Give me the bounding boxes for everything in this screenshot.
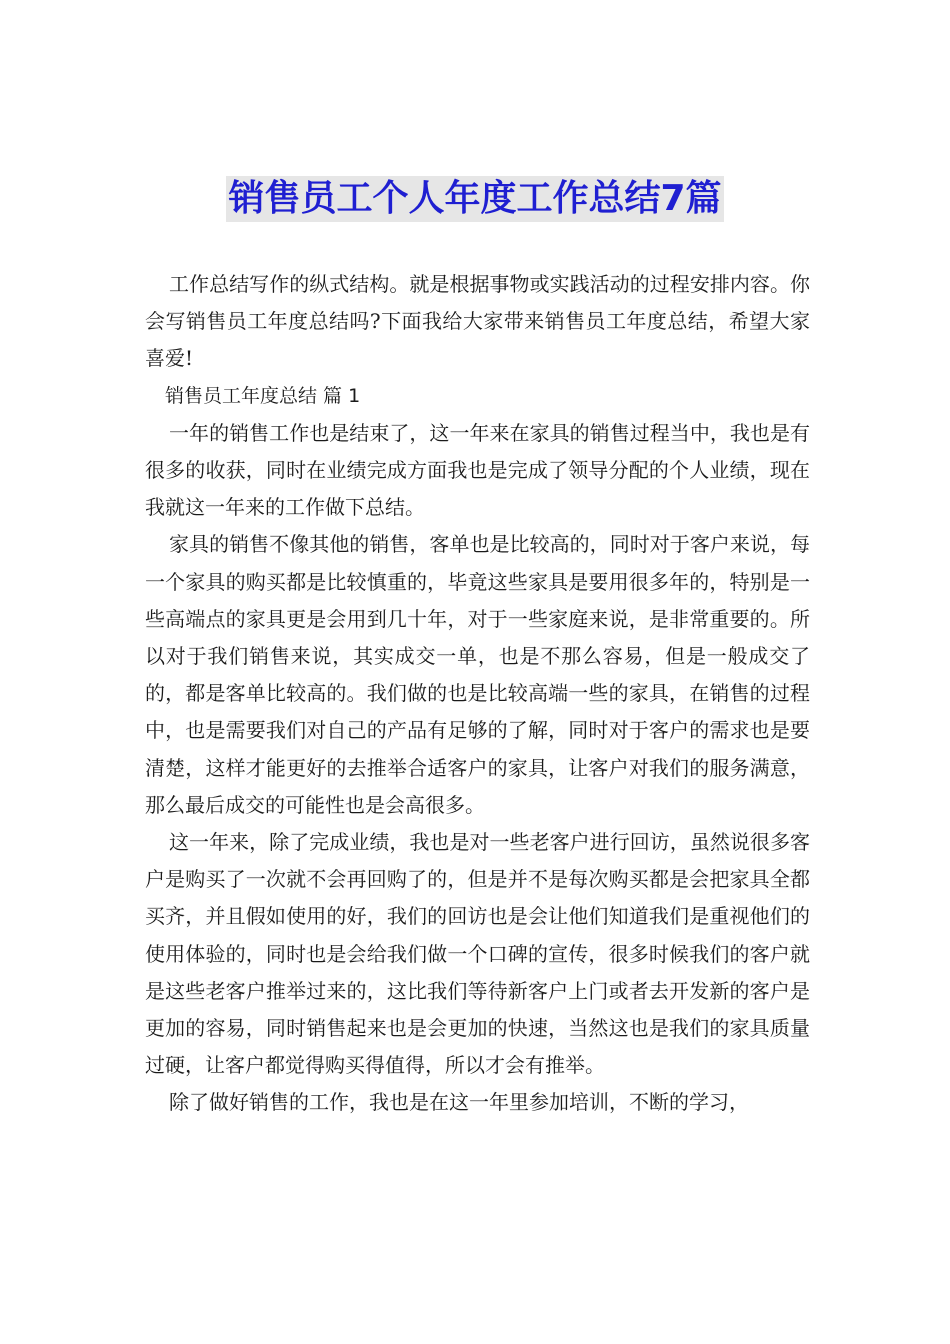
body-paragraph: 除了做好销售的工作，我也是在这一年里参加培训，不断的学习， [169,1090,749,1115]
body-paragraph: 家具的销售不像其他的销售，客单也是比较高的，同时对于客户来说，每一个家具的购买都是比较慎重的，毕竟这些家具是要用很多年的，特别是一些高端点的家具更是会用到几十年，对于一些家庭来说，是非常重要的。所以对于我们销售来说，其实成交一单，也是不那么容易，但是一般成交了的，都是客单比较高的。我们做的也是比较高端一些的家具，在销售的过程中，也是需要我们对自己的产品有足够的了解，同时对于客户的需求也是要清楚，这样才能更好的去推举合适客户的家具，让客户对我们的服务满意，那么最后成交的可能性也是会高很多。 [145,532,810,817]
body-paragraph: 这一年来，除了完成业绩，我也是对一些老客户进行回访，虽然说很多客户是购买了一次就不会再回购了的，但是并不是每次购买都是会把家具全都买齐，并且假如使用的好，我们的回访也是会让他们知道我们是重视他们的使用体验的，同时也是会给我们做一个口碑的宣传，很多时候我们的客户就是这些老客户推举过来的，这比我们等待新客户上门或者去开发新的客户是更加的容易，同时销售起来也是会更加的快速，当然这也是我们的家具质量过硬，让客户都觉得购买得值得，所以才会有推举。 [145,830,810,1078]
intro-paragraph: 工作总结写作的纵式结构。就是根据事物或实践活动的过程安排内容。你会写销售员工年度总结吗?下面我给大家带来销售员工年度总结，希望大家喜爱! [145,272,810,371]
title-container [0,176,950,222]
body-paragraph: 一年的销售工作也是结束了，这一年来在家具的销售过程当中，我也是有很多的收获，同时在业绩完成方面我也是完成了领导分配的个人业绩，现在我就这一年来的工作做下总结。 [145,420,810,520]
section-heading: 销售员工年度总结 篇 1 [165,384,361,407]
document-body [145,266,810,1122]
document-title: 销售员工个人年度工作总结7篇 [226,176,723,222]
